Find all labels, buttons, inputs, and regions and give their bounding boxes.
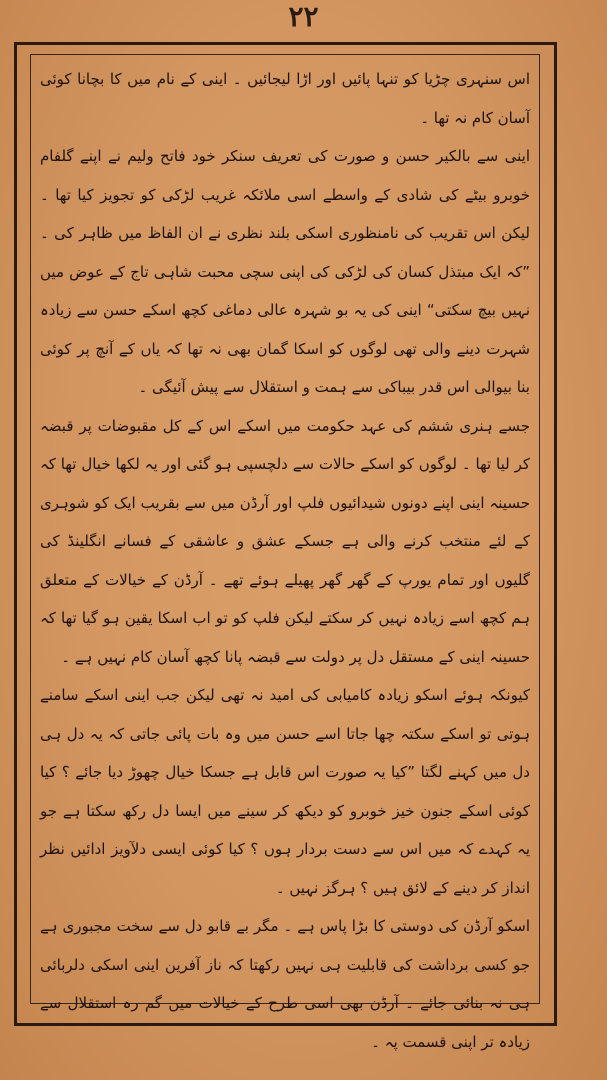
paragraph-1: اس سنہری چڑیا کو تنہا پائیں اور اڑا لیجائیں ۔ اینی کے نام میں کا بچانا کوئی آسان کام نہ تھا ۔ bbox=[40, 70, 530, 127]
paragraph-2: اینی سے بالکیر حسن و صورت کی تعریف سنکر خود فاتح ولیم نے اپنے گلفام خوبرو بیٹے کی شادی کے واسطے اسی ملائکہ غریب لڑکی کو تجویز کیا تھا ۔ لیکن اس تقریب کی نامنظوری اسکی بلند نظری نے ان الفاظ میں ظاہر کی ۔ ”کہ ایک مبتذل کسان کی لڑکی کی اپنی سچی محبت شاہی تاج کے عوض میں نہیں بیچ سکتی“ اینی کی یہ بو شہرہ عالی دماغی کچھ اسکے حسن سے زیادہ شہرت دینے والی تھی لوگوں کو اسکا گمان بھی نہ تھا کہ یاں کے آنچ پر کوئی بنا بیوالی اس قدر بیباکی سے ہمت و استقلال سے پیش آئیگی ۔ bbox=[40, 147, 530, 396]
paragraph-4: کیونکہ ہوئے اسکو زیادہ کامیابی کی امید نہ تھی لیکن جب اینی اسکے سامنے ہوتی تو اسکے سکتہ چھا جاتا اسے حسن میں وہ بات پائی جاتی کہ یہ دل ہی دل میں کہنے لگتا ”کیا یہ صورت اس قابل ہے جسکا خیال چھوڑ دیا جائے ؟ کیا کوئی اسکے جنون خیز خوبرو کو دیکھ کر سینے میں ایسا دل رکھ سکتا ہے جو یہ کہدے کہ میں اس سے دست بردار ہوں ؟ کیا کوئی ایسی دلآویز ادائیں نظر انداز کر دینے کے لائق ہیں ؟ ہرگز نہیں ۔ bbox=[40, 686, 530, 897]
urdu-text-body bbox=[40, 60, 530, 1051]
paragraph-3: جسے ہنری ششم کی عہد حکومت میں اسکے اس کے کل مقبوضات پر قبضہ کر لیا تھا ۔ لوگوں کو اسکے حالات سے دلچسپی ہو گئی اور یہ لکھا خیال تھا کہ حسینہ اینی اپنے دونوں شیدائیوں فلپ اور آرڈن میں سے بقریب ایک کو شوہری کے لئے منتخب کرنے والی ہے جسکے عشق و عاشقی کے فسانے انگلینڈ کی گلیوں اور تمام یورپ کے گھر گھر پھیلے ہوئے تھے ۔ آرڈن کے خیالات کے متعلق ہم کچھ اسے زیادہ نہیں کر سکتے لیکن فلپ کو تو اب اسکا یقین ہو گیا تھا کہ حسینہ اینی کے مستقل دل پر دولت سے قبضہ پانا کچھ آسان کام نہیں ہے ۔ bbox=[40, 416, 530, 666]
page-number: ۲۲ bbox=[288, 0, 319, 33]
paragraph-5: اسکو آرڈن کی دوستی کا بڑا پاس ہے ۔ مگر بے قابو دل سے سخت مجبوری ہے جو کسی برداشت کی قابلیت ہی نہیں رکھتا کہ ناز آفرین اینی اسکی دلربائی ہی نہ بنائی جائے ۔ آرڈن بھی اسی طرح کے خیالات میں گم رہ استقلال سے زیادہ تر اپنی قسمت پہ ۔ bbox=[40, 917, 530, 1051]
